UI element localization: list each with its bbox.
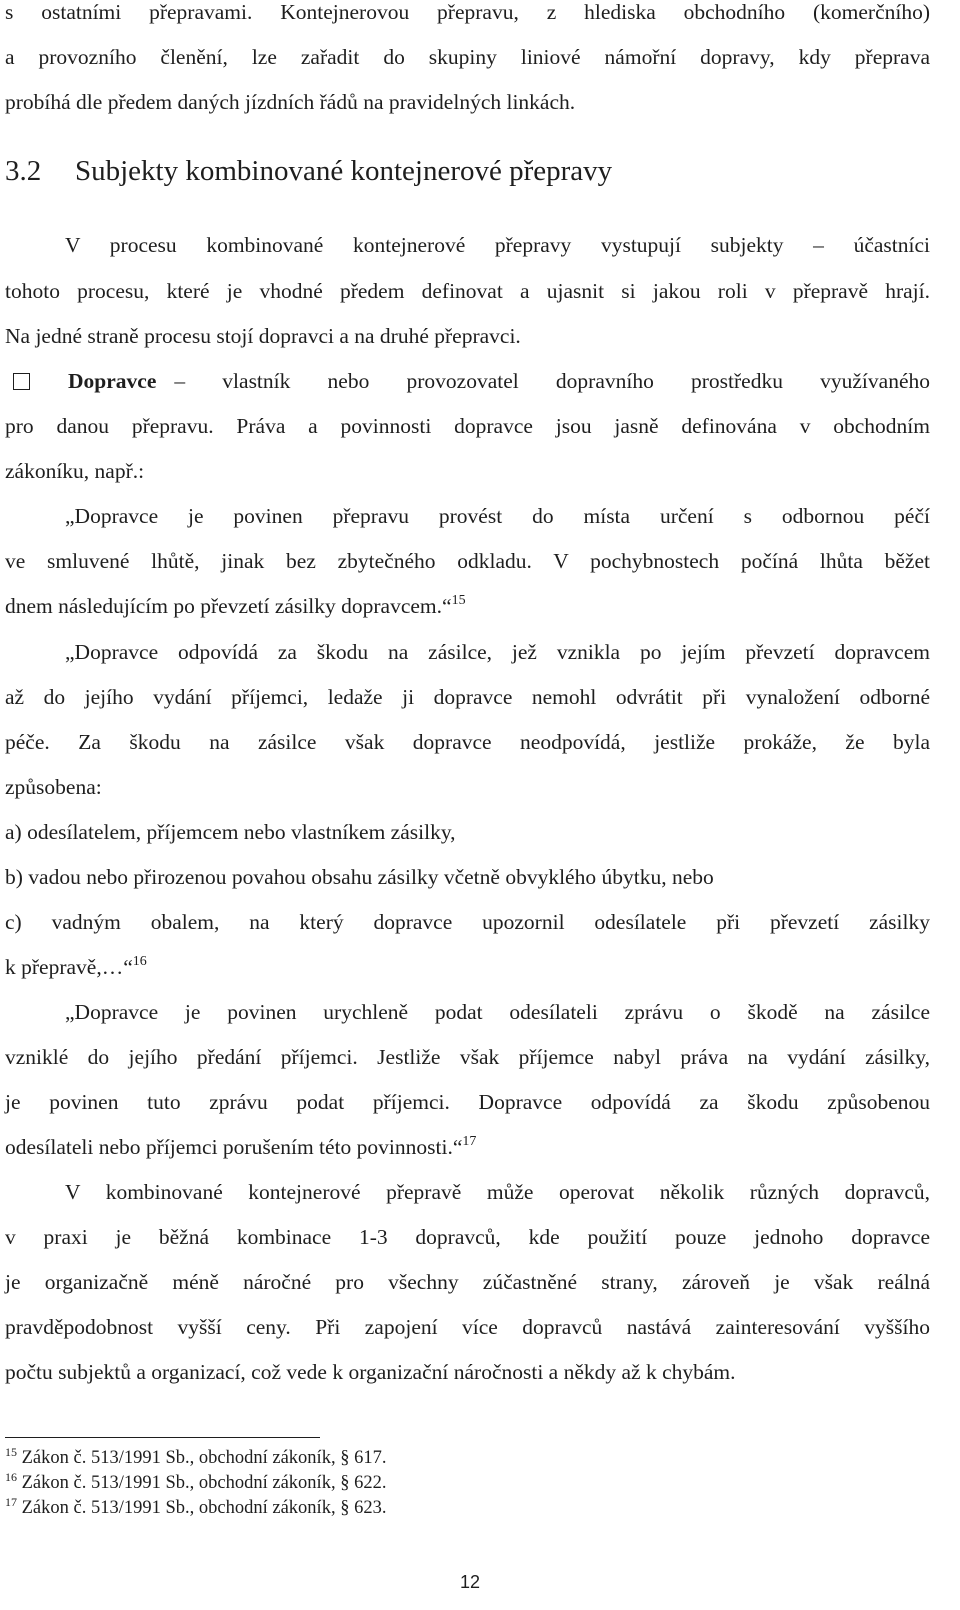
quote-text: k přepravě,…“ [5, 955, 133, 979]
checkbox-bullet-icon [13, 373, 30, 390]
quote-line: péče. Za škodu na zásilce však dopravce neodpovídá, jestliže prokáže, že byla [5, 730, 930, 754]
quote-line: „Dopravce je povinen urychleně podat odesílateli zprávu o škodě na zásilce [65, 1000, 930, 1024]
footnote-text: Zákon č. 513/1991 Sb., obchodní zákoník, § 623. [21, 1498, 387, 1518]
footnote-text: Zákon č. 513/1991 Sb., obchodní zákoník, § 622. [21, 1473, 387, 1493]
list-item [5, 952, 930, 982]
paragraph-line: a provozního členění, lze zařadit do skupiny liniové námořní dopravy, kdy přeprava [5, 45, 930, 69]
quote-line [5, 591, 930, 621]
quote-line [5, 1132, 930, 1162]
footnote-number: 17 [5, 1495, 17, 1509]
footnote-number: 15 [5, 1445, 17, 1459]
paragraph-line: je organizačně méně náročné pro všechny zúčastněné strany, zároveň je však reálná [5, 1270, 930, 1294]
quote-line: je povinen tuto zprávu podat příjemci. Dopravce odpovídá za škodu způsobenou [5, 1090, 930, 1114]
paragraph-line: V procesu kombinované kontejnerové přepravy vystupují subjekty – účastníci [65, 233, 930, 257]
bullet-item [5, 366, 930, 396]
list-item: a) odesílatelem, příjemcem nebo vlastníkem zásilky, [5, 820, 456, 844]
page-number: 12 [459, 1572, 481, 1592]
footnote-ref: 15 [451, 593, 466, 608]
list-item: b) vadou nebo přirozenou povahou obsahu zásilky včetně obvyklého úbytku, nebo [5, 865, 714, 889]
quote-text: dnem následujícím po převzetí zásilky dopravcem.“ [5, 594, 452, 618]
footnote-text: Zákon č. 513/1991 Sb., obchodní zákoník, § 617. [21, 1448, 387, 1468]
list-item: c) vadným obalem, na který dopravce upozornil odesílatele při převzetí zásilky [5, 910, 930, 934]
footnote-separator [5, 1437, 320, 1438]
quote-line: „Dopravce je povinen přepravu provést do místa určení s odbornou péčí [65, 504, 930, 528]
bullet-text: – vlastník nebo provozovatel dopravního prostředku využívaného [174, 369, 930, 393]
quote-line: „Dopravce odpovídá za škodu na zásilce, jež vznikla po jejím převzetí dopravcem [65, 640, 930, 664]
paragraph-line: počtu subjektů a organizací, což vede k organizační náročnosti a někdy až k chybám. [5, 1360, 736, 1384]
paragraph-line: probíhá dle předem daných jízdních řádů na pravidelných linkách. [5, 90, 576, 114]
quote-line: způsobena: [5, 775, 102, 799]
quote-line: až do jejího vydání příjemci, ledaže ji dopravce nemohl odvrátit při vynaložení odborné [5, 685, 930, 709]
paragraph-line: Na jedné straně procesu stojí dopravci a na druhé přepravci. [5, 324, 521, 348]
footnote [5, 1496, 605, 1520]
section-heading [5, 153, 612, 189]
footnote-ref: 16 [132, 954, 147, 969]
paragraph-line: V kombinované kontejnerové přepravě může operovat několik různých dopravců, [65, 1180, 930, 1204]
footnote-number: 16 [5, 1470, 17, 1484]
paragraph-line: zákoníku, např.: [5, 459, 145, 483]
section-number: 3.2 [5, 155, 42, 187]
footnote [5, 1471, 605, 1495]
footnote [5, 1446, 605, 1470]
paragraph-line: pravděpodobnost vyšší ceny. Při zapojení více dopravců nastává zainteresování vyššího [5, 1315, 930, 1339]
quote-line: ve smluvené lhůtě, jinak bez zbytečného odkladu. V pochybnostech počíná lhůta běžet [5, 549, 930, 573]
section-title: Subjekty kombinované kontejnerové přepravy [75, 155, 613, 187]
footnote-ref: 17 [462, 1134, 477, 1149]
quote-line: vzniklé do jejího předání příjemci. Jestliže však příjemce nabyl práva na vydání zásilky, [5, 1045, 930, 1069]
bullet-term: Dopravce [68, 369, 157, 393]
paragraph-line: tohoto procesu, které je vhodné předem definovat a ujasnit si jakou roli v přepravě hrají. [5, 279, 930, 303]
quote-text: odesílateli nebo příjemci porušením této povinnosti.“ [5, 1135, 463, 1159]
paragraph-line: s ostatními přepravami. Kontejnerovou přepravu, z hlediska obchodního (komerčního) [5, 0, 930, 24]
paragraph-line: pro danou přepravu. Práva a povinnosti dopravce jsou jasně definována v obchodním [5, 414, 930, 438]
paragraph-line: v praxi je běžná kombinace 1-3 dopravců, kde použití pouze jednoho dopravce [5, 1225, 930, 1249]
